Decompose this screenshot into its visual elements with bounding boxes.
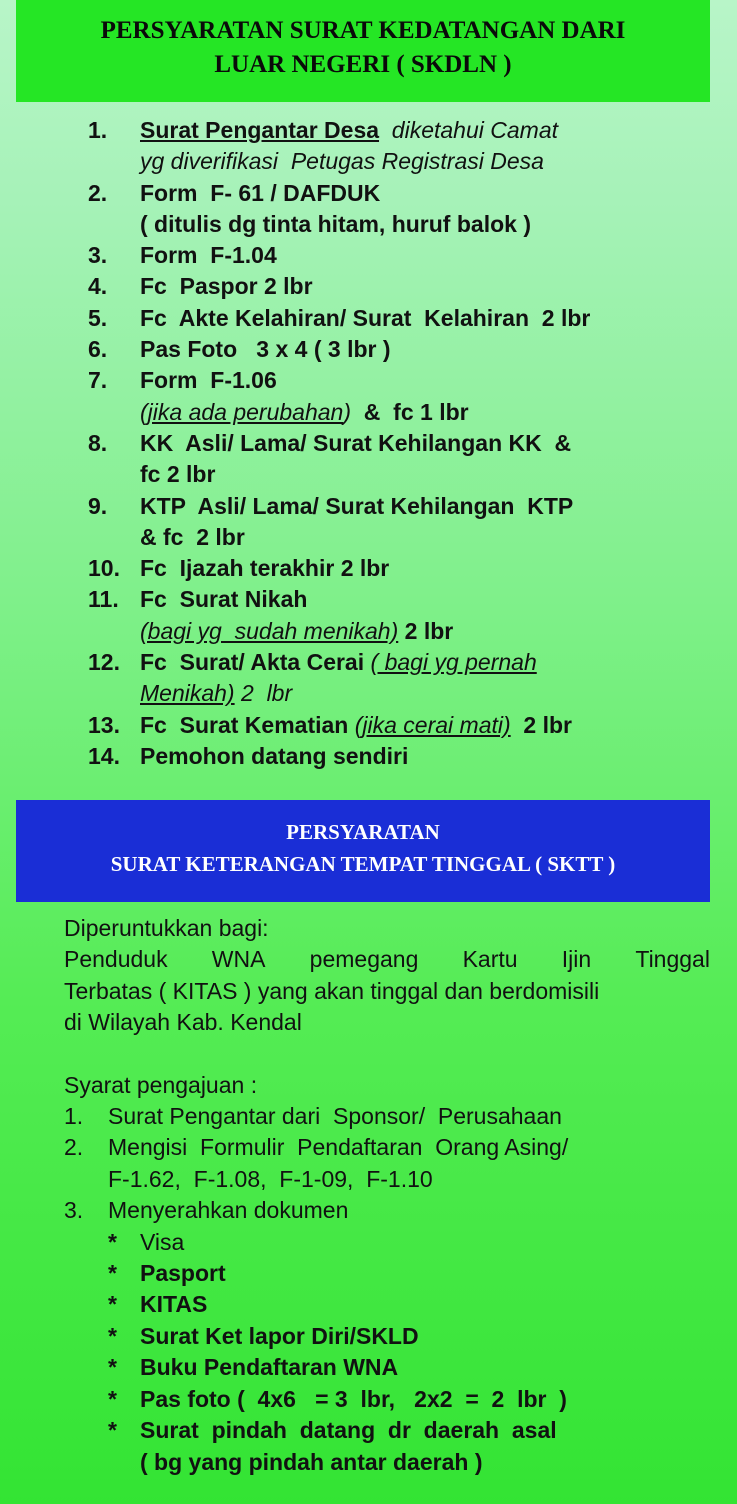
sktt-item-2 (0, 1164, 737, 1195)
document-text: KITAS (140, 1291, 208, 1318)
document-text: Visa (140, 1228, 185, 1255)
skdln-item-line (0, 178, 737, 209)
skdln-item-line (0, 553, 737, 584)
skdln-item-line (0, 240, 737, 271)
document-item-1 (0, 1227, 737, 1258)
intro-word: Ijin (561, 946, 592, 973)
document-text: Surat Ket lapor Diri/SKLD (140, 1322, 419, 1349)
skdln-item-line (0, 334, 737, 365)
item-text: ) (343, 398, 352, 425)
item-number: 14. (88, 742, 120, 769)
sktt-section (0, 913, 737, 1478)
skdln-title-line1: PERSYARATAN SURAT KEDATANGAN DARI (100, 17, 626, 44)
document-text: Pas foto ( 4x6 = 3 lbr, 2x2 = 2 lbr ) (140, 1385, 567, 1412)
item-number: 10. (88, 555, 120, 582)
item-text: (bagi yg sudah menikah) (140, 617, 399, 644)
skdln-item-1 (0, 115, 737, 178)
item-text: 2 lbr (510, 711, 573, 738)
skdln-item-line (0, 741, 737, 772)
item-text: KTP Asli/ Lama/ Surat Kehilangan KTP (140, 492, 574, 519)
item-text: Form F- 61 / DAFDUK (140, 179, 381, 206)
skdln-item-line (0, 271, 737, 302)
item-number: 13. (88, 711, 120, 738)
skdln-item-line (0, 397, 737, 428)
item-number: 6. (88, 336, 108, 363)
sktt-item-3 (0, 1195, 737, 1226)
item-text: Form F-1.06 (140, 367, 277, 394)
skdln-requirements-list (0, 115, 737, 772)
document-item-5 (0, 1352, 737, 1383)
document-text: Buku Pendaftaran WNA (140, 1354, 399, 1381)
item-text: diketahui Camat (379, 117, 559, 143)
skdln-item-7 (0, 365, 737, 428)
intro-word: Penduduk (64, 946, 168, 973)
item-text: Fc Surat Nikah (140, 586, 308, 613)
sktt-title-line1: PERSYARATAN (286, 820, 440, 844)
sktt-header-banner (16, 800, 710, 902)
skdln-item-13 (0, 710, 737, 741)
intro-word: WNA (211, 946, 266, 973)
skdln-item-line (0, 710, 737, 741)
document-text: Pasport (140, 1260, 226, 1287)
item-number: 5. (88, 304, 108, 331)
bullet-star: * (108, 1291, 117, 1318)
item-text: & fc 2 lbr (140, 523, 245, 550)
document-item-3 (0, 1289, 737, 1320)
item-number: 8. (88, 429, 108, 456)
item-number: 2. (64, 1134, 84, 1161)
item-text: Surat Pengantar dari Sponsor/ Perusahaan (108, 1103, 562, 1130)
item-text: F-1.62, F-1.08, F-1-09, F-1.10 (108, 1165, 433, 1192)
intro-line-2: Terbatas ( KITAS ) yang akan tinggal dan berdomisili (64, 977, 600, 1004)
skdln-item-8 (0, 428, 737, 491)
skdln-item-line (0, 678, 737, 709)
item-text: Fc Akte Kelahiran/ Surat Kelahiran 2 lbr (140, 304, 591, 331)
skdln-item-line (0, 584, 737, 615)
skdln-header-banner (16, 0, 710, 102)
skdln-title-line2: LUAR NEGERI ( SKDLN ) (214, 51, 512, 78)
skdln-item-12 (0, 647, 737, 710)
item-text: Form F-1.04 (140, 242, 277, 269)
item-text: Pas Foto 3 x 4 ( 3 lbr ) (140, 336, 391, 363)
intro-label: Diperuntukkan bagi: (64, 915, 269, 941)
item-number: 9. (88, 492, 108, 519)
skdln-item-line (0, 115, 737, 146)
item-text: fc 2 lbr (140, 461, 216, 488)
document-text: Surat pindah datang dr daerah asal (140, 1417, 557, 1444)
item-text: & fc 1 lbr (351, 398, 469, 425)
skdln-item-2 (0, 178, 737, 241)
document-text: ( bg yang pindah antar daerah ) (140, 1448, 483, 1475)
item-text: KK Asli/ Lama/ Surat Kehilangan KK & (140, 429, 572, 456)
bullet-star: * (108, 1417, 117, 1444)
item-number: 3. (88, 242, 108, 269)
skdln-item-11 (0, 584, 737, 647)
item-text: Menikah) (140, 680, 235, 707)
skdln-item-5 (0, 303, 737, 334)
sktt-title-line2: SURAT KETERANGAN TEMPAT TINGGAL ( SKTT ) (110, 852, 616, 876)
skdln-item-line (0, 491, 737, 522)
item-text: Fc Ijazah terakhir 2 lbr (140, 555, 390, 582)
item-text: ( bagi yg pernah (370, 649, 537, 676)
item-text: ( ditulis dg tinta hitam, huruf balok ) (140, 210, 531, 237)
skdln-item-14 (0, 741, 737, 772)
bullet-star: * (108, 1385, 117, 1412)
bullet-star: * (108, 1228, 117, 1255)
intro-line-3: di Wilayah Kab. Kendal (64, 1009, 302, 1036)
document-item-7 (0, 1415, 737, 1446)
item-number: 2. (88, 179, 108, 206)
intro-word: Tinggal (635, 946, 710, 973)
skdln-item-6 (0, 334, 737, 365)
item-text: yg diverifikasi Petugas Registrasi Desa (140, 148, 544, 175)
skdln-item-line (0, 365, 737, 396)
item-number: 1. (88, 117, 108, 143)
skdln-item-4 (0, 271, 737, 302)
item-text: Menyerahkan dokumen (108, 1197, 349, 1224)
intro-word: Kartu (462, 946, 518, 973)
skdln-item-line (0, 459, 737, 490)
skdln-item-line (0, 647, 737, 678)
sktt-item-1 (0, 1101, 737, 1132)
bullet-star: * (108, 1322, 117, 1349)
skdln-item-line (0, 522, 737, 553)
document-item-7 (0, 1447, 737, 1478)
item-number: 4. (88, 273, 108, 300)
document-item-6 (0, 1384, 737, 1415)
bullet-star: * (108, 1260, 117, 1287)
item-text: Surat Pengantar Desa (140, 117, 380, 143)
syarat-label: Syarat pengajuan : (64, 1071, 258, 1098)
item-text: Fc Paspor 2 lbr (140, 273, 313, 300)
document-item-4 (0, 1321, 737, 1352)
skdln-item-line (0, 303, 737, 334)
skdln-item-3 (0, 240, 737, 271)
skdln-item-line (0, 428, 737, 459)
item-text: ( (140, 398, 148, 425)
sktt-documents-list (0, 1227, 737, 1478)
skdln-item-line (0, 146, 737, 177)
skdln-item-line (0, 209, 737, 240)
item-number: 7. (88, 367, 108, 394)
item-number: 12. (88, 649, 120, 676)
item-text: (jika cerai mati) (354, 711, 511, 738)
item-number: 11. (88, 586, 119, 613)
item-number: 1. (64, 1103, 84, 1130)
item-number: 3. (64, 1197, 84, 1224)
item-text: 2 lbr (398, 617, 454, 644)
skdln-item-10 (0, 553, 737, 584)
intro-word: pemegang (309, 946, 419, 973)
sktt-requirements-list (0, 1101, 737, 1227)
item-text: Pemohon datang sendiri (140, 742, 409, 769)
item-text: jika ada perubahan (147, 398, 344, 425)
bullet-star: * (108, 1354, 117, 1381)
item-text: Fc Surat/ Akta Cerai (140, 649, 371, 676)
item-text: 2 lbr (234, 680, 293, 707)
skdln-item-9 (0, 491, 737, 554)
item-text: Mengisi Formulir Pendaftaran Orang Asing/ (108, 1134, 569, 1161)
intro-line-1 (0, 944, 710, 975)
item-text: Fc Surat Kematian (140, 711, 355, 738)
document-item-2 (0, 1258, 737, 1289)
sktt-item-2 (0, 1132, 737, 1163)
skdln-item-line (0, 616, 737, 647)
